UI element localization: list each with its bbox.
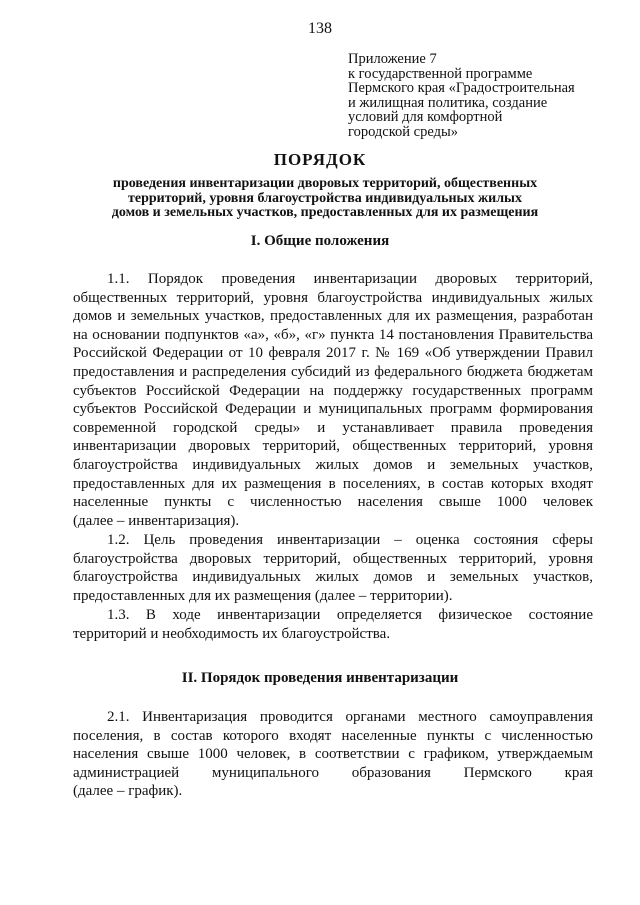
text-line: населенные пункты с численностью населения свыше 1000 человек [73,494,593,511]
text-line: предоставленных для их размещения в поселениях, в состав которых входят [73,475,593,492]
text-line: 2.1. Инвентаризация проводится органами местного самоуправления [107,709,593,725]
appendix-line: условий для комфортной [348,109,503,125]
text-line: (далее – график). [73,783,183,800]
text-line: 1.2. Цель проведения инвентаризации – оценка состояния сферы [107,532,593,548]
text-line: Российской Федерации от 10 февраля 2017 г. № 169 «Об утверждении Правил [73,345,593,362]
document-title: ПОРЯДОК [273,150,367,169]
text-line: поселения, в состав которого входят населенные пункты с численностью [73,727,593,744]
section-2-heading: II. Порядок проведения инвентаризации [181,670,459,686]
text-line: домов и земельных участков, предоставленных для их размещения, разработан [73,308,593,325]
text-line: благоустройства индивидуальных жилых домов и земельных участков, [73,456,593,473]
paragraph-1-1 [73,270,593,530]
appendix-line: городской среды» [348,123,458,140]
text-line: 1.1. Порядок проведения инвентаризации дворовых территорий, [107,271,593,287]
paragraph-1-3 [73,606,593,643]
text-line: инвентаризации дворовых территорий, общественных территорий, уровня [73,438,593,455]
text-line: 1.3. В ходе инвентаризации определяется физическое состояние [107,607,593,623]
page-number: 138 [308,20,332,37]
text-line: территорий и необходимость их благоустройства. [73,625,391,642]
appendix-line: к государственной программе [348,65,533,82]
text-line: на основании подпунктов «а», «б», «г» пункта 14 постановления Правительства [73,326,593,343]
appendix-line: Приложение 7 [348,51,437,67]
text-line: администрацией муниципального образования Пермского края [73,764,593,781]
text-line: современной городской среды» и устанавливает правила проведения [73,419,593,436]
subtitle-line: проведения инвентаризации дворовых территорий, общественных [112,176,538,191]
text-line: благоустройства дворовых территорий, общественных территорий, уровня [73,550,593,567]
text-line: общественных территорий, уровня благоустройства индивидуальных жилых [73,289,593,306]
text-line: (далее – инвентаризация). [73,512,240,529]
subtitle-line: территорий, уровня благоустройства индивидуальных жилых [128,190,522,206]
text-line: субъектов Российской Федерации на поддержку государственных программ [73,382,593,399]
section-1-heading: I. Общие положения [250,233,390,249]
appendix-line: Пермского края «Градостроительная [348,80,575,96]
text-line: предоставленных для их размещения (далее – территории). [73,587,453,604]
text-line: субъектов Российской Федерации и муниципальных программ формирования [73,401,593,418]
text-line: населения свыше 1000 человек, в соответствии с графиком, утверждаемым [73,746,593,763]
text-line: благоустройства индивидуальных жилых домов и земельных участков, [73,569,593,586]
subtitle-line: домов и земельных участков, предоставленных для их размещения [111,205,539,220]
appendix-line: и жилищная политика, создание [348,94,548,111]
paragraph-2-1 [73,708,593,801]
document-subtitle [80,177,570,221]
paragraph-1-2 [73,531,593,605]
appendix-block [348,52,608,139]
text-line: предоставления и распределения субсидий из федерального бюджета бюджетам [73,363,593,380]
